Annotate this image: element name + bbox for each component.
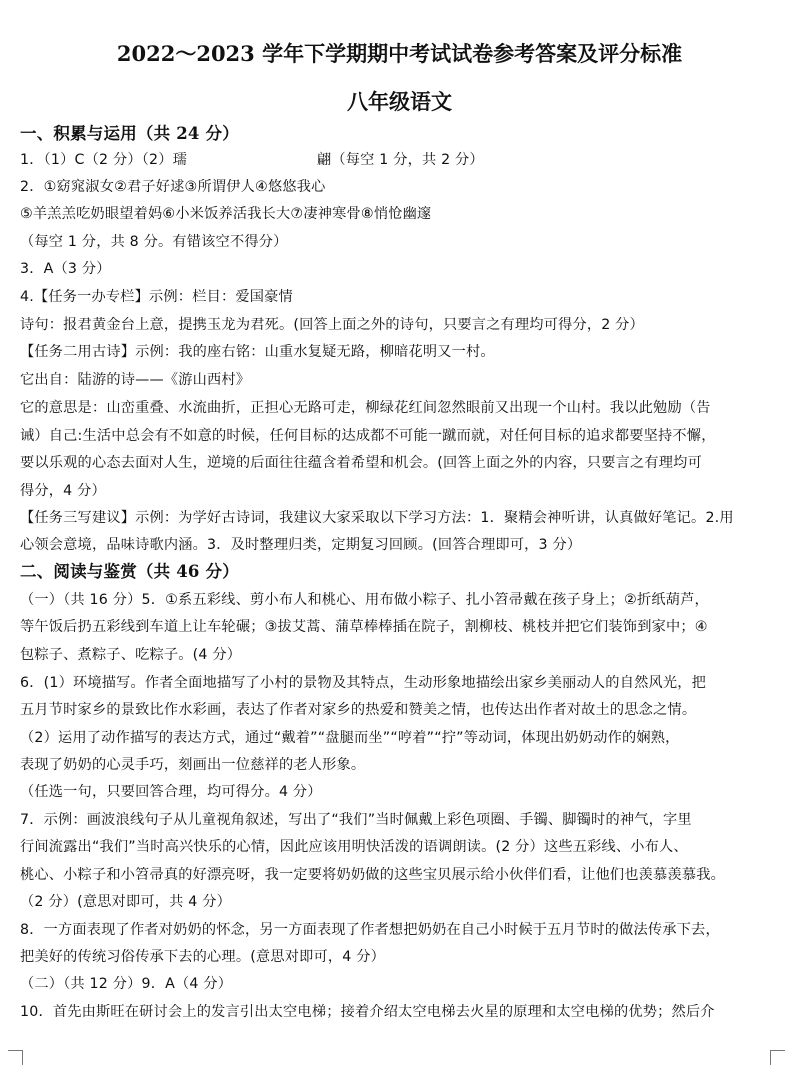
text-line: （二）（共 12 分）9．A（4 分） — [20, 976, 233, 992]
text-line: （2 分）(意思对即可，共 4 分） — [20, 894, 231, 910]
text-line: 它出自：陆游的诗——《游山西村》 — [20, 372, 251, 388]
text-line: （2）运用了动作描写的表达方式，通过“戴着”“盘腿而坐”“哼着”“拧”等动词，体现出奶奶动作的娴熟， — [20, 730, 680, 746]
text-line: 6．(1）环境描写。作者全面地描写了小村的景物及其特点，生动形象地描绘出家乡美丽动人的自然风光，把 — [20, 675, 707, 691]
text-line: 得分，4 分） — [20, 483, 106, 499]
text-line: 4.【任务一办专栏】示例：栏目：爱国豪情 — [20, 289, 293, 305]
text-line: 表现了奶奶的心灵手巧，刻画出一位慈祥的老人形象。 — [20, 757, 366, 773]
text-line: 8．一方面表现了作者对奶奶的怀念，另一方面表现了作者想把奶奶在自己小时候于五月节时的做法传承下去， — [20, 922, 720, 938]
text-line: 【任务二用古诗】示例：我的座右铭：山重水复疑无路，柳暗花明又一村。 — [20, 344, 495, 360]
section-2-heading: 二、阅读与鉴赏（共 46 分） — [20, 562, 239, 581]
text-line: 把美好的传统习俗传承下去的心理。(意思对即可，4 分） — [20, 949, 385, 965]
text-line: 10．首先由斯旺在研讨会上的发言引出太空电梯；接着介绍太空电梯去火星的原理和太空电梯的优势；然后介 — [20, 1004, 715, 1020]
text-line: 2．①窈窕淑女②君子好逑③所谓伊人④悠悠我心 — [20, 179, 326, 195]
text-line: （每空 1 分，共 8 分。有错该空不得分） — [20, 234, 288, 250]
text-line: 诗句：报君黄金台上意，提携玉龙为君死。(回答上面之外的诗句，只要言之有理均可得分，2 分） — [20, 317, 644, 333]
text-line — [20, 150, 782, 170]
text-line: 【任务三写建议】示例：为学好古诗词，我建议大家采取以下学习方法：1．聚精会神听讲，认真做好笔记。2.用 — [20, 510, 734, 526]
text-line: 行间流露出“我们”当时高兴快乐的心情，因此应该用明快活泼的语调朗读。(2 分）这些五彩线、小布人、 — [20, 839, 688, 855]
text-line: 五月节时家乡的景致比作水彩画，表达了作者对家乡的热爱和赞美之情，也传达出作者对故土的思念之情。 — [20, 702, 697, 718]
text-line: ⑤羊羔羔吃奶眼望着妈⑥小米饭养活我长大⑦凄神寒骨⑧悄怆幽邃 — [20, 206, 432, 222]
answer-1-part-a: 1．（1）C（2 分）（2）瓀 — [20, 152, 188, 168]
text-line: 诫）自己:生活中总会有不如意的时候，任何目标的达成都不可能一蹴而就，对任何目标的追求都要坚持不懈， — [20, 428, 716, 444]
text-line: 7．示例：画波浪线句子从儿童视角叙述，写出了“我们”当时佩戴上彩色项圈、手镯、脚镯时的神气，字里 — [20, 812, 692, 828]
text-line: （任选一句，只要回答合理，均可得分。4 分） — [20, 784, 322, 800]
text-line: 等午饭后扔五彩线到车道上让车轮碾；③拔艾蒿、蒲草棒棒插在院子，割柳枝、桃枝并把它们装饰到家中；④ — [20, 619, 708, 635]
text-line: 心领会意境，品味诗歌内涵。3．及时整理归类，定期复习回顾。(回答合理即可，3 分） — [20, 537, 582, 553]
text-line: （一）（共 16 分）5．①系五彩线、剪小布人和桃心、用布做小粽子、扎小笤帚戴在孩子身上；②折纸葫芦， — [20, 592, 709, 608]
section-1-heading: 一、积累与运用（共 24 分） — [20, 124, 239, 143]
page-corner-mark-right — [770, 1050, 785, 1065]
text-line: 包粽子、煮粽子、吃粽子。(4 分） — [20, 647, 242, 663]
page-title: 2022～2023 学年下学期期中考试试卷参考答案及评分标准 — [116, 41, 683, 66]
page-corner-mark-left — [8, 1050, 23, 1065]
text-line: 3．A（3 分） — [20, 261, 111, 277]
page-subtitle: 八年级语文 — [347, 89, 452, 114]
answer-1-part-b: 翩（每空 1 分，共 2 分） — [317, 152, 484, 168]
text-line: 它的意思是：山峦重叠、水流曲折，正担心无路可走，柳绿花红间忽然眼前又出现一个山村。我以此勉励（告 — [20, 400, 711, 416]
text-line: 要以乐观的心态去面对人生，逆境的后面往往蕴含着希望和机会。(回答上面之外的内容，只要言之有理均可 — [20, 455, 702, 471]
text-line: 桃心、小粽子和小笤帚真的好漂亮呀，我一定要将奶奶做的这些宝贝展示给小伙伴们看，让他们也羡慕羡慕我。 — [20, 867, 725, 883]
